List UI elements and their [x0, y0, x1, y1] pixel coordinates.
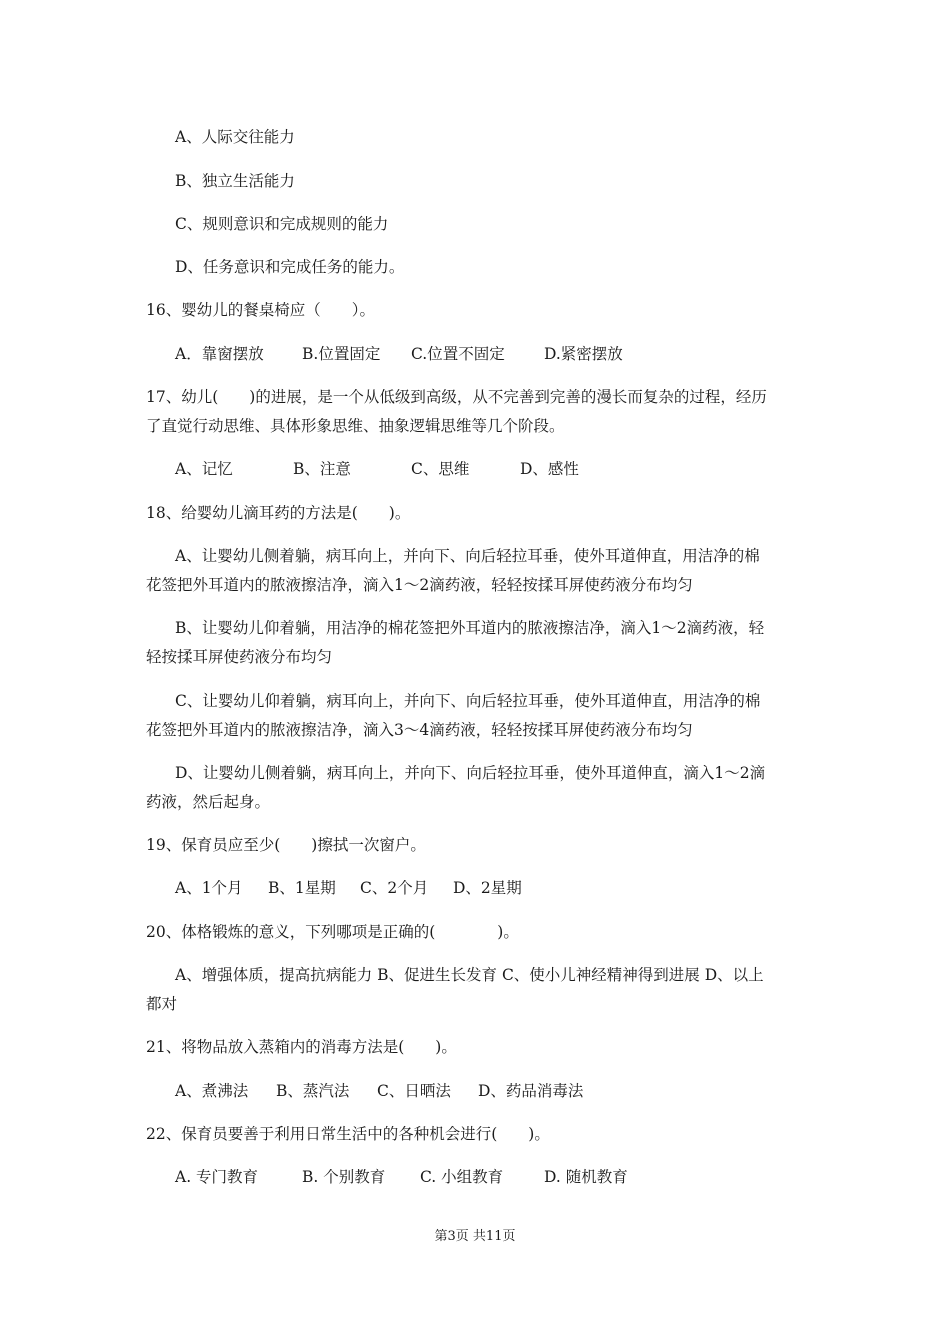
q19-option-b: B、1星期 — [268, 879, 336, 897]
q20-stem: 20、体格锻炼的意义，下列哪项是正确的( )。 — [146, 923, 519, 941]
q16-option-c: C.位置不固定 — [411, 345, 505, 363]
q16-option-a: A．靠窗摆放 — [175, 345, 264, 363]
page-footer: 第3页 共11页 — [434, 1229, 516, 1244]
q22-option-c: C. 小组教育 — [420, 1168, 504, 1186]
q18-option-d-line2: 药液，然后起身。 — [146, 793, 271, 811]
q20-options-line1: A、增强体质，提高抗病能力 B、促进生长发育 C、使小儿神经精神得到进展 D、以上 — [175, 966, 764, 984]
q22-stem: 22、保育员要善于利用日常生活中的各种机会进行( )。 — [146, 1125, 550, 1143]
q20-options-line2: 都对 — [146, 995, 178, 1013]
q21-option-b: B、蒸汽法 — [276, 1082, 350, 1100]
q15-option-a: A、人际交往能力 — [175, 128, 295, 146]
q17-stem-line2: 了直觉行动思维、具体形象思维、抽象逻辑思维等几个阶段。 — [146, 417, 565, 435]
q16-stem: 16、婴幼儿的餐桌椅应（ ）。 — [146, 301, 375, 319]
q22-option-a: A. 专门教育 — [175, 1168, 259, 1186]
q18-option-b-line2: 轻按揉耳屏使药液分布均匀 — [146, 648, 333, 666]
q21-option-c: C、日晒法 — [377, 1082, 451, 1100]
q15-option-c: C、规则意识和完成规则的能力 — [175, 215, 389, 233]
q18-option-b-line1: B、让婴幼儿仰着躺，用洁净的棉花签把外耳道内的脓液擦洁净，滴入1～2滴药液，轻 — [175, 619, 765, 637]
q19-option-d: D、2星期 — [453, 879, 522, 897]
q21-option-d: D、药品消毒法 — [478, 1082, 584, 1100]
q17-option-c: C、思维 — [411, 460, 470, 478]
q18-option-c-line1: C、让婴幼儿仰着躺，病耳向上，并向下、向后轻拉耳垂，使外耳道伸直，用洁净的棉 — [175, 692, 761, 710]
q16-option-d: D.紧密摆放 — [544, 345, 623, 363]
q17-option-a: A、记忆 — [175, 460, 233, 478]
q18-option-c-line2: 花签把外耳道内的脓液擦洁净，滴入3～4滴药液，轻轻按揉耳屏使药液分布均匀 — [146, 721, 693, 739]
q17-option-b: B、注意 — [293, 460, 351, 478]
q18-option-a-line2: 花签把外耳道内的脓液擦洁净，滴入1～2滴药液，轻轻按揉耳屏使药液分布均匀 — [146, 576, 693, 594]
q22-option-d: D. 随机教育 — [544, 1168, 628, 1186]
q15-option-b: B、独立生活能力 — [175, 172, 295, 190]
q17-option-d: D、感性 — [520, 460, 579, 478]
q17-stem-line1: 17、幼儿( )的进展，是一个从低级到高级，从不完善到完善的漫长而复杂的过程，经历 — [146, 388, 767, 406]
q16-option-b: B.位置固定 — [302, 345, 381, 363]
q18-stem: 18、给婴幼儿滴耳药的方法是( )。 — [146, 504, 411, 522]
q22-option-b: B. 个别教育 — [302, 1168, 386, 1186]
q19-option-c: C、2个月 — [360, 879, 429, 897]
q19-option-a: A、1个月 — [175, 879, 243, 897]
q18-option-a-line1: A、让婴幼儿侧着躺，病耳向上，并向下、向后轻拉耳垂，使外耳道伸直，用洁净的棉 — [175, 547, 760, 565]
q18-option-d-line1: D、让婴幼儿侧着躺，病耳向上，并向下、向后轻拉耳垂，使外耳道伸直，滴入1～2滴 — [175, 764, 766, 782]
q15-option-d: D、任务意识和完成任务的能力。 — [175, 258, 405, 276]
q19-stem: 19、保育员应至少( )擦拭一次窗户。 — [146, 836, 426, 854]
q21-stem: 21、将物品放入蒸箱内的消毒方法是( )。 — [146, 1038, 457, 1056]
q21-option-a: A、煮沸法 — [175, 1082, 249, 1100]
